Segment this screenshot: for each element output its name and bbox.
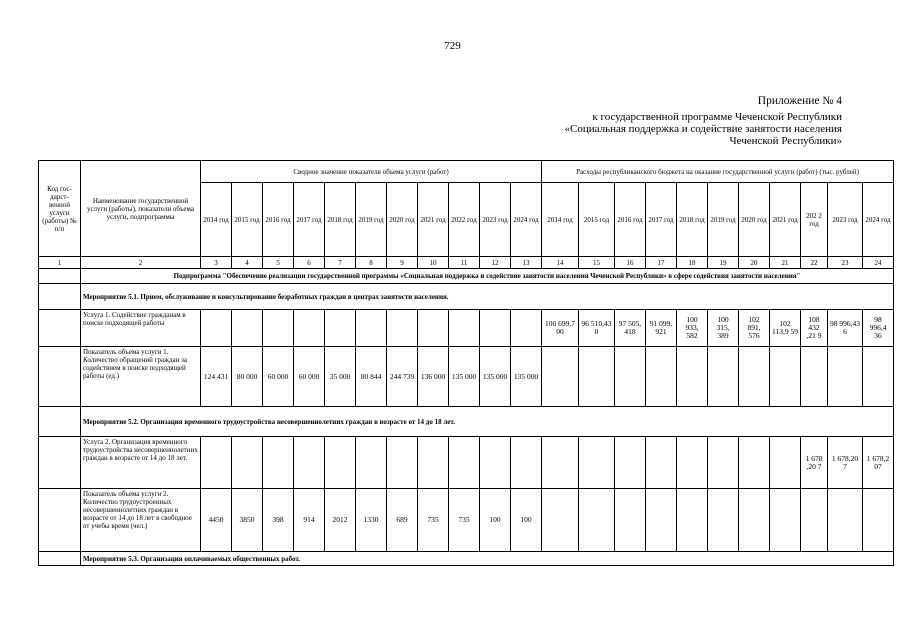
subprogram-title: Подпрограмма "Обеспечение реализации государственной программы «Социальная поддержка и содействие занятости населения Чеченской Республики» в сфере содействия занятости населения" xyxy=(81,269,894,284)
col-number: 2 xyxy=(81,257,201,269)
volume-year: 2019 год xyxy=(356,183,387,257)
volume-value: 124 431 xyxy=(201,347,232,407)
budget-year: 2021 год xyxy=(770,183,801,257)
budget-value: 100 933, 582 xyxy=(677,310,708,347)
volume-year: 2020 год xyxy=(387,183,418,257)
col-number: 23 xyxy=(828,257,863,269)
volume-year: 2024 год xyxy=(511,183,542,257)
header-name: Наименование государственной услуги (работы), показатели объема услуги, подпрограммы xyxy=(81,161,201,257)
budget-value: 108 432 ,21 9 xyxy=(801,310,828,347)
col-number: 19 xyxy=(708,257,739,269)
header-volume-group: Сводное значение показателя объема услуги (работ) xyxy=(201,161,542,183)
measure-row xyxy=(39,552,894,566)
budget-year: 2014 год xyxy=(542,183,579,257)
budget-value: 1 678,20 7 xyxy=(828,437,863,489)
volume-value: 1330 xyxy=(356,489,387,552)
volume-value: 244 739 xyxy=(387,347,418,407)
col-number: 18 xyxy=(677,257,708,269)
col-number: 4 xyxy=(232,257,263,269)
col-number: 17 xyxy=(646,257,677,269)
col-number: 10 xyxy=(418,257,449,269)
col-number: 20 xyxy=(739,257,770,269)
volume-value: 60 000 xyxy=(294,347,325,407)
col-number: 9 xyxy=(387,257,418,269)
budget-value: 1 678 ,20 7 xyxy=(801,437,828,489)
volume-year: 2021 год xyxy=(418,183,449,257)
volume-value: 689 xyxy=(387,489,418,552)
volume-value: 80 000 xyxy=(232,347,263,407)
volume-value: 35 000 xyxy=(325,347,356,407)
volume-value: 4450 xyxy=(201,489,232,552)
indicator-row xyxy=(39,489,894,552)
volume-value: 735 xyxy=(449,489,480,552)
col-number: 8 xyxy=(356,257,387,269)
budget-year: 2016 год xyxy=(615,183,646,257)
appendix-title: Приложение № 4 xyxy=(757,95,842,107)
budget-value: 100 699,7 00 xyxy=(542,310,579,347)
page-number: 729 xyxy=(444,40,461,52)
budget-value: 98 996,4 36 xyxy=(863,310,894,347)
measure-5-2: Мероприятие 5.2. Организация временного трудоустройства несовершеннолетних граждан в возрасте от 14 до 18 лет. xyxy=(81,407,894,437)
volume-value: 735 xyxy=(418,489,449,552)
col-number: 12 xyxy=(480,257,511,269)
measure-5-1: Мероприятие 5.1. Прием, обслуживание и консультирование безработных граждан в центрах занятости населения. xyxy=(81,284,894,310)
header-row-1 xyxy=(39,161,894,183)
budget-value: 98 996,43 6 xyxy=(828,310,863,347)
col-number: 21 xyxy=(770,257,801,269)
volume-year: 2017 год xyxy=(294,183,325,257)
volume-year: 2023 год xyxy=(480,183,511,257)
col-number: 6 xyxy=(294,257,325,269)
volume-year: 2014 год xyxy=(201,183,232,257)
budget-year: 2015 год xyxy=(579,183,615,257)
service-row xyxy=(39,437,894,489)
col-number: 5 xyxy=(263,257,294,269)
budget-year: 2019 год xyxy=(708,183,739,257)
budget-value: 1 678,2 07 xyxy=(863,437,894,489)
volume-value: 2012 xyxy=(325,489,356,552)
budget-value: 96 510,43 0 xyxy=(579,310,615,347)
budget-year: 2023 год xyxy=(828,183,863,257)
volume-year: 2018 год xyxy=(325,183,356,257)
col-number: 1 xyxy=(39,257,81,269)
measure-row xyxy=(39,284,894,310)
volume-value: 100 xyxy=(480,489,511,552)
measure-row xyxy=(39,407,894,437)
col-number: 3 xyxy=(201,257,232,269)
column-numbers-row xyxy=(39,257,894,269)
volume-value: 60 000 xyxy=(263,347,294,407)
volume-value: 398 xyxy=(263,489,294,552)
appendix-subtitle: к государственной программе Чеченской Республики «Социальная поддержка и содействие занятости населения Чеченской Республики» xyxy=(564,111,842,147)
budget-value: 100 315, 389 xyxy=(708,310,739,347)
volume-year: 2022 год xyxy=(449,183,480,257)
volume-value: 136 000 xyxy=(418,347,449,407)
budget-year: 2017 год xyxy=(646,183,677,257)
service-row xyxy=(39,310,894,347)
col-number: 22 xyxy=(801,257,828,269)
col-number: 24 xyxy=(863,257,894,269)
indicator-1-name: Показатель объема услуги 1. Количество обращений граждан за содействием в поиске подходящей работы (ед.) xyxy=(81,347,201,407)
services-table xyxy=(38,160,894,566)
col-number: 16 xyxy=(615,257,646,269)
budget-year: 2024 год xyxy=(863,183,894,257)
subprogram-row xyxy=(39,269,894,284)
volume-year: 2015 год xyxy=(232,183,263,257)
col-number: 7 xyxy=(325,257,356,269)
budget-year: 2020 год xyxy=(739,183,770,257)
budget-year: 202 2 год xyxy=(801,183,828,257)
volume-value: 3850 xyxy=(232,489,263,552)
volume-value: 135 000 xyxy=(480,347,511,407)
col-number: 14 xyxy=(542,257,579,269)
col-number: 15 xyxy=(579,257,615,269)
volume-value: 100 xyxy=(511,489,542,552)
header-code: Код гос-дарст-венной услуги (работы) № п/п xyxy=(39,161,81,257)
service-2-name: Услуга 2. Организация временного трудоустройства несовершеннолетних граждан в возрасте от 14 до 18 лет. xyxy=(81,437,201,489)
measure-5-3: Мероприятие 5.3. Организация оплачиваемых общественных работ. xyxy=(81,552,894,566)
volume-value: 135 000 xyxy=(449,347,480,407)
budget-value: 102 113,9 59 xyxy=(770,310,801,347)
volume-value: 914 xyxy=(294,489,325,552)
indicator-2-name: Показатель объема услуги 2. Количество трудоустроенных несовершеннолетних граждан в возрасте от 14 до 18 лет в свободное от учебы время (чел.) xyxy=(81,489,201,552)
col-number: 11 xyxy=(449,257,480,269)
budget-value: 102 891, 576 xyxy=(739,310,770,347)
volume-year: 2016 год xyxy=(263,183,294,257)
header-budget-group: Расходы республиканского бюджета на оказание государственной услуги (работ) (тыс. рублей) xyxy=(542,161,894,183)
budget-value: 91 099, 921 xyxy=(646,310,677,347)
indicator-row xyxy=(39,347,894,407)
budget-value: 97 505, 418 xyxy=(615,310,646,347)
volume-value: 135 000 xyxy=(511,347,542,407)
col-number: 13 xyxy=(511,257,542,269)
volume-value: 80 844 xyxy=(356,347,387,407)
budget-year: 2018 год xyxy=(677,183,708,257)
service-1-name: Услуга 1. Содействие гражданам в поиске подходящей работы xyxy=(81,310,201,347)
